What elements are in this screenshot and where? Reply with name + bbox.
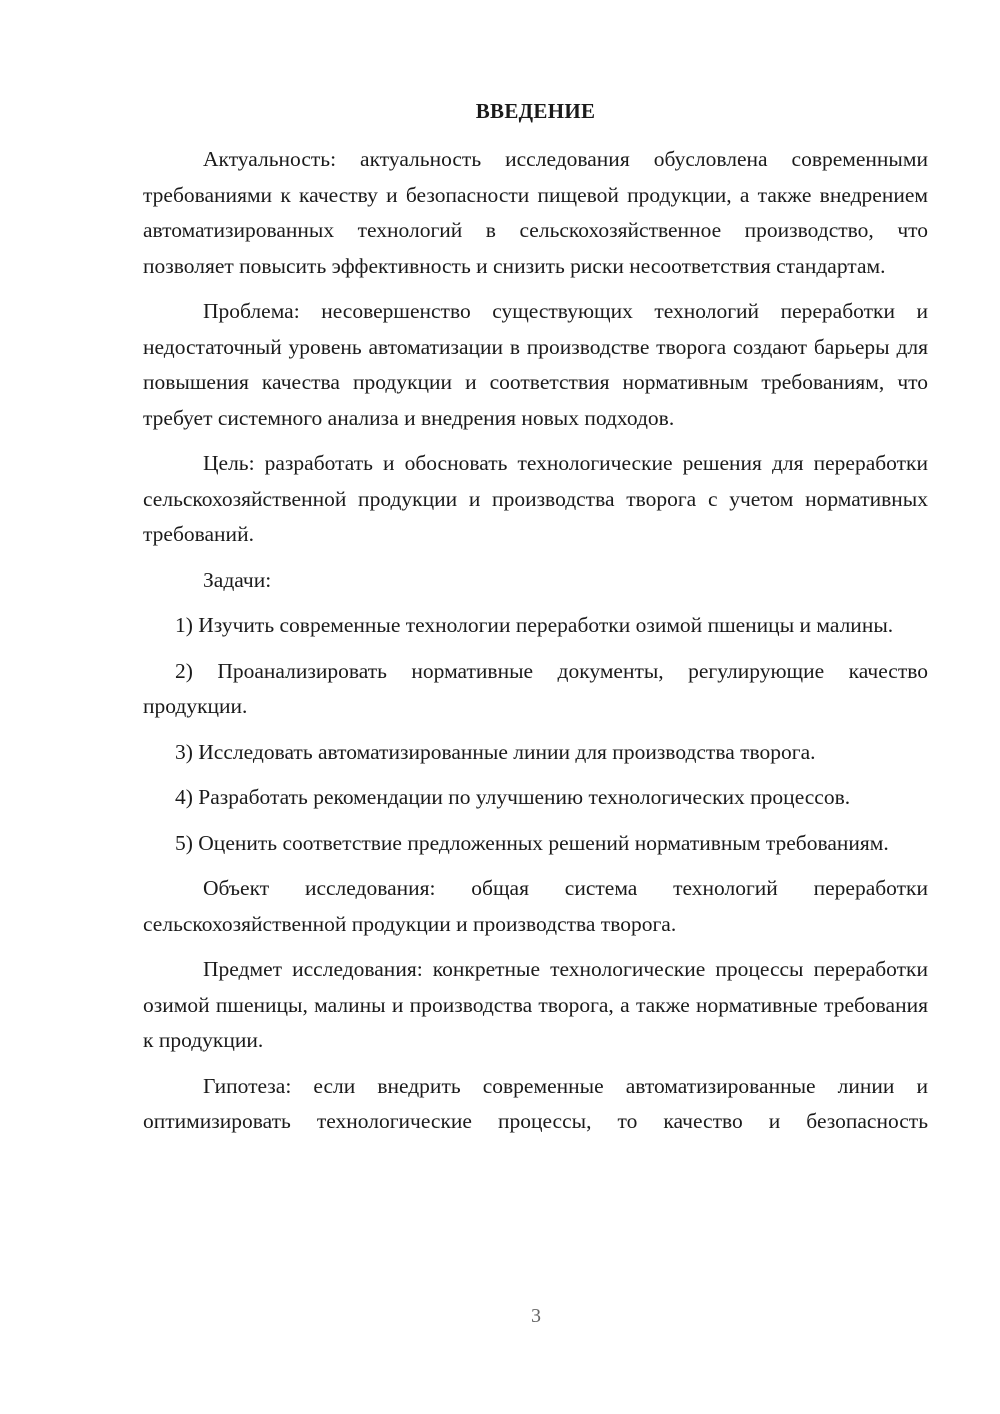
paragraph-subject: Предмет исследования: конкретные технологические процессы переработки озимой пшеницы, малины и производства творога, а также нормативные требования к продукции. (143, 957, 928, 1052)
tasks-heading: Задачи: (203, 567, 272, 592)
task-item-4: 4) Разработать рекомендации по улучшению технологических процессов. (175, 785, 851, 809)
paragraph-problem: Проблема: несовершенство существующих технологий переработки и недостаточный уровень автоматизации в производстве творога создают барьеры для повышения качества продукции и соответствия нормативным требованиям, что требует системного анализа и внедрения новых подходов. (143, 299, 928, 430)
paragraph-relevance: Актуальность: актуальность исследования обусловлена современными требованиями к качеству и безопасности пищевой продукции, а также внедрением автоматизированных технологий в сельскохозяйственное производство, что позволяет повысить эффективность и снизить риски несоответствия стандартам. (143, 147, 928, 278)
page-title: ВВЕДЕНИЕ (475, 99, 596, 123)
task-item-1: 1) Изучить современные технологии переработки озимой пшеницы и малины. (175, 613, 894, 637)
document-page (143, 94, 928, 1140)
task-item-3: 3) Исследовать автоматизированные линии для производства творога. (175, 739, 816, 764)
paragraph-goal: Цель: разработать и обосновать технологические решения для переработки сельскохозяйственной продукции и производства творога с учетом нормативных требований. (143, 451, 928, 546)
task-item-5: 5) Оценить соответствие предложенных решений нормативным требованиям. (175, 830, 889, 855)
task-item-2: 2) Проанализировать нормативные документы, регулирующие качество продукции. (143, 658, 928, 718)
paragraph-hypothesis: Гипотеза: если внедрить современные автоматизированные линии и оптимизировать технологические процессы, то качество и безопасность (143, 1073, 928, 1133)
paragraph-object: Объект исследования: общая система технологий переработки сельскохозяйственной продукции и производства творога. (143, 876, 928, 936)
page-number: 3 (531, 1305, 541, 1327)
